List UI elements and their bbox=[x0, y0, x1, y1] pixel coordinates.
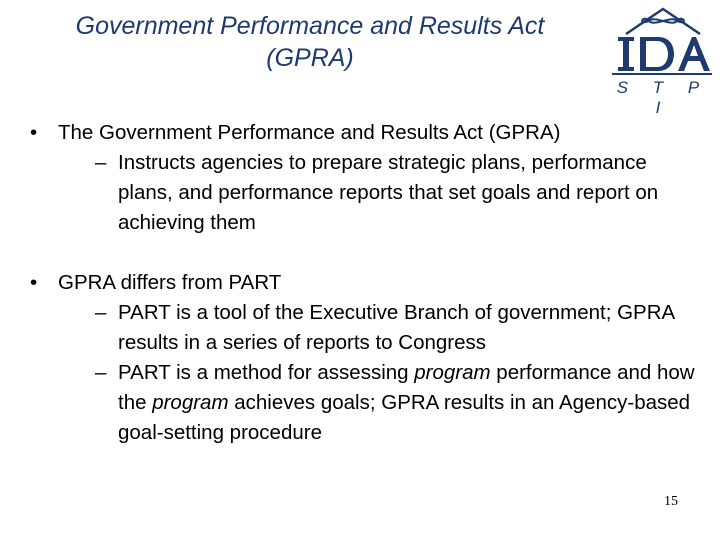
sub-bullet-text: PART is a method for assessing bbox=[118, 361, 415, 384]
sub-bullet-text: achieves goals; GPRA results in an Agency-based goal-setting procedure bbox=[118, 391, 691, 444]
sub-bullet-item bbox=[58, 298, 698, 358]
sub-bullet-text: Instructs agencies to prepare strategic plans, performance plans, and performance reports that set goals and report on achieving them bbox=[118, 151, 659, 234]
bullet-text: • GPRA differs from PART bbox=[58, 271, 282, 294]
page-number: 15 bbox=[664, 494, 678, 509]
sub-bullet-item bbox=[58, 358, 698, 448]
slide-body bbox=[28, 118, 698, 478]
sub-bullet-text: PART is a tool of the Executive Branch of government; GPRA results in a series of reports to Congress bbox=[118, 301, 675, 354]
sub-bullet-text: performance and how the bbox=[118, 361, 695, 414]
emphasis-program: program bbox=[152, 391, 229, 414]
bullet-item bbox=[28, 118, 698, 238]
logo-tagline: S T P I bbox=[616, 78, 710, 117]
bullet-text: • The Government Performance and Results Act (GPRA) bbox=[58, 121, 561, 144]
slide-title-line-2: (GPRA) bbox=[266, 44, 354, 72]
slide-title bbox=[0, 10, 620, 74]
logo-divider bbox=[612, 73, 712, 75]
bullet-item bbox=[28, 268, 698, 448]
slide-title-line-1: Government Performance and Results Act bbox=[75, 12, 545, 40]
emphasis-program: program bbox=[414, 361, 491, 384]
sub-bullet-item bbox=[58, 148, 698, 238]
